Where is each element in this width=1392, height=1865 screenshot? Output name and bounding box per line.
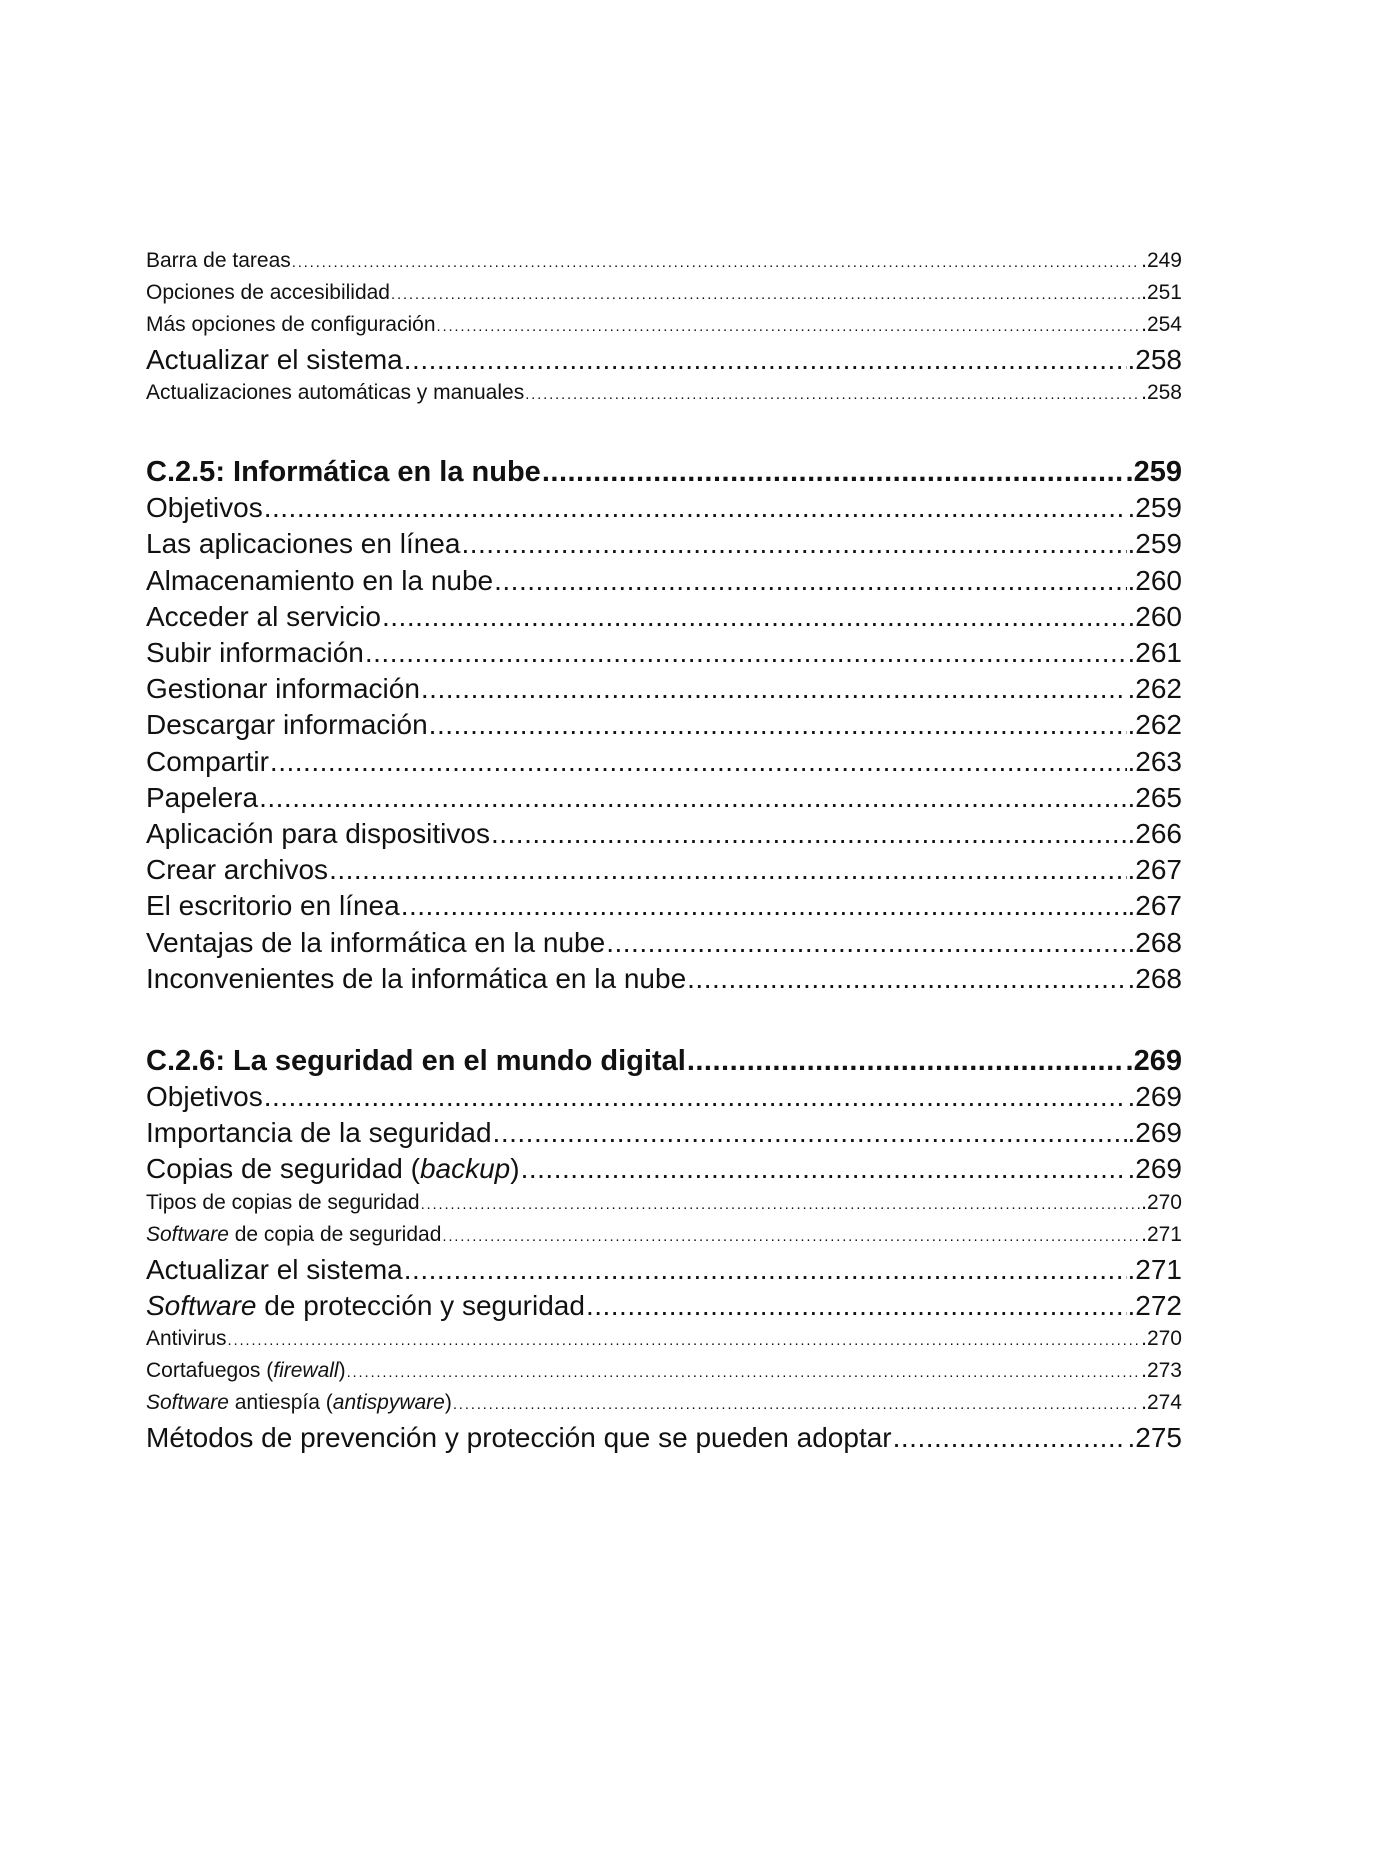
toc-entry-title: Actualizaciones automáticas y manuales (146, 381, 525, 405)
toc-entry-title: Papelera (146, 781, 259, 813)
toc-entry (146, 1151, 1182, 1187)
toc-entry-title: Importancia de la seguridad (146, 1117, 492, 1149)
toc-entry-page: . 265 (1128, 780, 1183, 816)
toc-entry-title: Objetivos (146, 1081, 263, 1113)
dot-leader (521, 1151, 1127, 1187)
dot-leader (292, 248, 1140, 278)
toc-entry-page: . 269 (1128, 1151, 1183, 1187)
section-heading-title: C.2.5: Informática en la nube (146, 456, 541, 489)
toc-entry (146, 1288, 1182, 1324)
dot-leader (404, 342, 1127, 378)
dot-leader (494, 563, 1126, 599)
toc-entry-title: Aplicación para dispositivos (146, 818, 490, 850)
toc-entry-title: Opciones de accesibilidad (146, 281, 390, 304)
dot-leader (259, 780, 1126, 816)
toc-entry-title: Software antiespía (antispyware) (146, 1391, 452, 1415)
toc-entry (146, 1324, 1182, 1356)
toc-entry (146, 888, 1182, 924)
dot-leader (542, 454, 1125, 490)
dot-leader (461, 526, 1126, 562)
toc-entry (146, 671, 1182, 707)
toc-entry-page: . 272 (1128, 1288, 1183, 1324)
dot-leader (365, 635, 1127, 671)
dot-leader (347, 1358, 1141, 1388)
toc-entry-title: Copias de seguridad (backup) (146, 1153, 520, 1185)
dot-leader (391, 280, 1140, 310)
toc-entry-page: . 262 (1128, 671, 1183, 707)
toc-entry (146, 1220, 1182, 1252)
toc-entry-page: . 269 (1128, 1079, 1183, 1115)
toc-entry (146, 925, 1182, 961)
toc-entry-page: . 270 (1141, 1324, 1182, 1354)
toc-entry-title: Tipos de copias de seguridad (146, 1190, 420, 1214)
toc-entry-page: . 266 (1128, 816, 1183, 852)
toc-entry-page: . 268 (1128, 925, 1183, 961)
dot-leader (493, 1115, 1127, 1151)
dot-leader (421, 1190, 1141, 1220)
toc-entry-page: . 260 (1128, 563, 1183, 599)
toc-entry (146, 526, 1182, 562)
toc-entry (146, 563, 1182, 599)
dot-leader (382, 599, 1127, 635)
toc-entry-title: Ventajas de la informática en la nube (146, 926, 606, 958)
section-heading-page: .259 (1125, 456, 1182, 489)
toc-entry (146, 1356, 1182, 1388)
dot-leader (687, 1043, 1125, 1079)
toc-entry-title: Compartir (146, 745, 269, 777)
toc-entry-title: Software de copia de seguridad (146, 1222, 442, 1246)
toc-entry-title: Cortafuegos (firewall) (146, 1359, 346, 1383)
toc-entry (146, 961, 1182, 997)
toc-entry (146, 816, 1182, 852)
toc-entry-page: . 268 (1128, 961, 1183, 997)
toc-entry (146, 246, 1182, 278)
toc-entry (146, 1388, 1182, 1420)
toc-entry-title: Software de protección y seguridad (146, 1289, 585, 1321)
dot-leader (401, 888, 1127, 924)
toc-entry-title: Barra de tareas (146, 249, 291, 272)
toc-entry (146, 707, 1182, 743)
section-heading-title: C.2.6: La seguridad en el mundo digital (146, 1045, 686, 1078)
dot-leader (606, 925, 1126, 961)
dot-leader (437, 312, 1141, 342)
toc-entry-page: . 249 (1141, 246, 1182, 276)
toc-entry-title: Gestionar información (146, 673, 420, 705)
toc-entry-title: Métodos de prevención y protección que se pueden adoptar (146, 1422, 892, 1454)
toc-entry-title: Acceder al servicio (146, 600, 381, 632)
toc-entry (146, 744, 1182, 780)
toc-entry-title: Crear archivos (146, 854, 329, 886)
dot-leader (264, 1079, 1127, 1115)
toc-entry (146, 278, 1182, 310)
toc-entry-title: Antivirus (146, 1327, 227, 1351)
dot-leader (264, 490, 1127, 526)
toc-entry-page: . 258 (1128, 342, 1183, 378)
toc-entry (146, 599, 1182, 635)
toc-entry-page: . 262 (1128, 707, 1183, 743)
toc-entry (146, 1252, 1182, 1288)
toc-entry (146, 852, 1182, 888)
dot-leader (404, 1252, 1127, 1288)
toc-entry (146, 1115, 1182, 1151)
dot-leader (228, 1326, 1141, 1356)
toc-entry-page: . 254 (1141, 310, 1182, 340)
toc-entry-page: . 267 (1128, 852, 1183, 888)
toc-entry-page: . 259 (1128, 526, 1183, 562)
toc-entry-title: Subir información (146, 637, 364, 669)
toc-entry-page: . 261 (1128, 635, 1183, 671)
dot-leader (421, 671, 1127, 707)
toc-entry-title: Las aplicaciones en línea (146, 528, 461, 560)
toc-entry-title: Objetivos (146, 492, 263, 524)
toc-entry-page: . 263 (1128, 744, 1183, 780)
toc-entry-page: . 271 (1141, 1220, 1182, 1250)
toc-entry-page: . 274 (1141, 1388, 1182, 1418)
toc-entry-title: Actualizar el sistema (146, 344, 403, 375)
toc-entry-page: . 271 (1128, 1252, 1183, 1288)
toc-entry-page: . 273 (1141, 1356, 1182, 1386)
toc-entry (146, 1188, 1182, 1220)
section-heading-page: .269 (1125, 1045, 1182, 1078)
toc-entry-title: Descargar información (146, 709, 428, 741)
toc-entry-page: . 270 (1141, 1188, 1182, 1218)
toc-entry (146, 310, 1182, 342)
section-heading (146, 1043, 1182, 1079)
dot-leader (442, 1222, 1140, 1252)
toc-entry-title: Más opciones de configuración (146, 313, 436, 336)
toc-entry-page: . 275 (1128, 1420, 1183, 1456)
dot-leader (525, 380, 1140, 410)
dot-leader (491, 816, 1127, 852)
table-of-contents (146, 246, 1182, 1456)
toc-entry-page: . 269 (1128, 1115, 1183, 1151)
dot-leader (453, 1390, 1140, 1420)
toc-entry-title: Almacenamiento en la nube (146, 564, 494, 596)
toc-entry (146, 1420, 1182, 1456)
toc-entry-page: . 258 (1141, 378, 1182, 408)
toc-entry-title: Actualizar el sistema (146, 1253, 403, 1285)
dot-leader (687, 961, 1126, 997)
dot-leader (429, 707, 1127, 743)
toc-entry (146, 1079, 1182, 1115)
toc-entry-page: . 251 (1141, 278, 1182, 308)
toc-entry (146, 378, 1182, 410)
toc-entry (146, 635, 1182, 671)
toc-entry-title: El escritorio en línea (146, 890, 400, 922)
toc-entry-page: . 267 (1128, 888, 1183, 924)
dot-leader (893, 1420, 1127, 1456)
toc-entry (146, 490, 1182, 526)
dot-leader (270, 744, 1127, 780)
toc-entry-page: . 259 (1128, 490, 1183, 526)
dot-leader (586, 1288, 1127, 1324)
dot-leader (329, 852, 1126, 888)
section-heading (146, 454, 1182, 490)
toc-entry (146, 780, 1182, 816)
toc-entry (146, 342, 1182, 378)
toc-entry-title: Inconvenientes de la informática en la nube (146, 962, 687, 994)
toc-entry-page: . 260 (1128, 599, 1183, 635)
